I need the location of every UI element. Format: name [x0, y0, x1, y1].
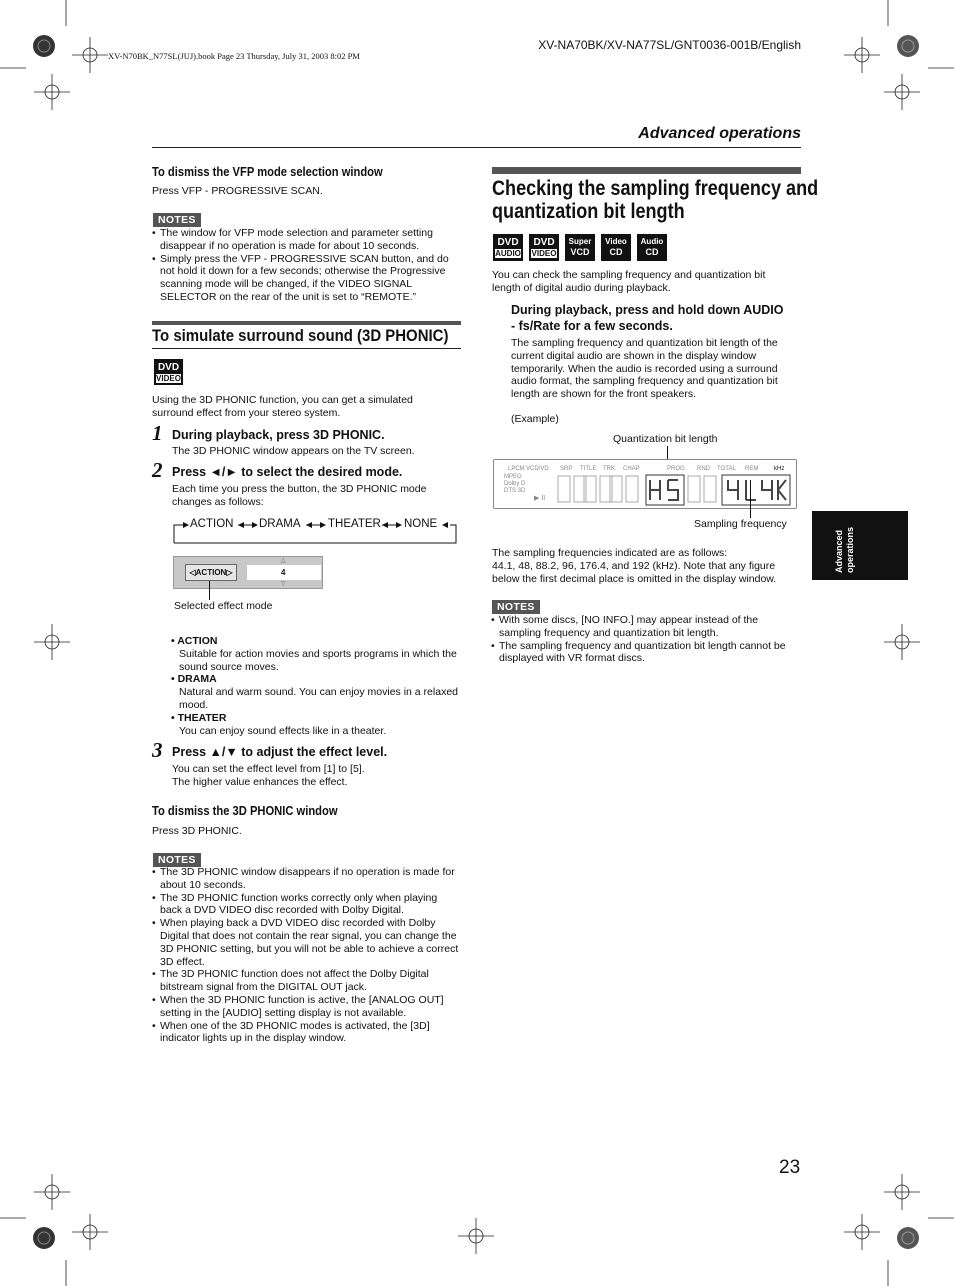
mode-desc-drama-text: Natural and warm sound. You can enjoy movies in a relaxed mood. [179, 686, 458, 711]
page-number: 23 [779, 1157, 801, 1178]
notes-badge: NOTES [153, 213, 201, 227]
display-top-label: CHAP [623, 466, 640, 472]
step-2-number: 2 [152, 458, 163, 482]
side-tab-line1: Advanced [834, 529, 844, 573]
display-top-label: REM [745, 466, 759, 472]
callout-freq-label: Sampling frequency [694, 518, 787, 530]
dvd-audio-icon-bottom: AUDIO [495, 249, 521, 258]
sampling-heading-line-1: Checking the sampling frequency and [492, 177, 819, 200]
osd-mode-box [185, 564, 237, 581]
step-2-title: Press ◄/► to select the desired mode. [172, 465, 403, 479]
mode-theater: THEATER [328, 518, 381, 530]
note-item: • The 3D PHONIC window disappears if no operation is made for about 10 seconds. [152, 866, 461, 892]
header-rule [152, 147, 801, 148]
section-rule [152, 321, 461, 325]
note-item: • When one of the 3D PHONIC modes is activated, the [3D] indicator lights up in the display window. [152, 1020, 461, 1046]
side-tab-line2: operations [845, 526, 855, 573]
step-3-desc-1: You can set the effect level from [1] to [5]. [172, 763, 365, 775]
note-item: • When the 3D PHONIC function is active, the [ANALOG OUT] setting in the [AUDIO] setting display is not available. [152, 994, 461, 1020]
step-1-desc: The 3D PHONIC window appears on the TV screen. [172, 445, 415, 457]
dvd-audio-icon-top: DVD [497, 237, 519, 248]
display-top-label: VCD/VD [526, 466, 549, 472]
disc-icons [493, 234, 667, 261]
dvd-video-icon [529, 234, 559, 261]
audio-cd-icon [637, 234, 667, 261]
step-1-number: 1 [152, 421, 163, 445]
front-panel-display [493, 459, 797, 509]
sampling-step-title: During playback, press and hold down AUDIO - fs/Rate for a few seconds. [511, 303, 784, 333]
display-segments [556, 474, 796, 506]
mode-desc-action-text: Suitable for action movies and sports programs in which the sound source moves. [179, 647, 457, 673]
note-item: • When playing back a DVD VIDEO disc recorded with Dolby Digital that does not contain the rear signal, you can change the 3D PHONIC setting, but you will not be able to achieve a correct 3D effect. [152, 917, 461, 968]
dvd-video-icon-top: DVD [157, 362, 180, 373]
right-section-rule [492, 167, 801, 174]
section-title: Advanced operations [638, 125, 801, 142]
display-top-label: LPCM [508, 466, 525, 472]
mode-desc-theater-name: THEATER [177, 711, 227, 724]
dvd-audio-icon [493, 234, 523, 261]
audio-cd-icon-top: Audio [640, 237, 664, 246]
mode-none: NONE [404, 518, 438, 530]
mode-desc-theater-title: • THEATER [171, 711, 227, 724]
video-cd-icon-bottom: CD [609, 247, 623, 257]
mode-descriptions [171, 635, 461, 737]
sampling-step-desc: The sampling frequency and quantization bit length of the current digital audio are shown in the display window temporarily. When the audio is recorded using a surround audio format, the sampling frequency and quantization bit length are shown for the front speakers. [511, 337, 778, 401]
step-3-title: Press ▲/▼ to adjust the effect level. [172, 745, 388, 759]
osd-down-arrow-icon: ▽ [281, 581, 286, 587]
display-label-dts: DTS 3D [504, 488, 526, 494]
notes-badge: NOTES [153, 853, 201, 867]
step-1-title: During playback, press 3D PHONIC. [172, 428, 385, 442]
dvd-video-icon-top: DVD [533, 237, 555, 248]
vfp-notes-badge-wrap [153, 210, 201, 228]
section-rule-thin [152, 348, 461, 349]
phonic-osd [173, 556, 323, 589]
super-vcd-icon-bottom: VCD [570, 247, 590, 257]
note-item: • The 3D PHONIC function does not affect the Dolby Digital bitstream signal from the DIGITAL OUT jack. [152, 968, 461, 994]
display-label-dolby: Dolby D [504, 481, 526, 487]
osd-level-box [247, 565, 321, 580]
display-left-labels [504, 474, 525, 495]
sampling-heading [492, 177, 818, 223]
step-3-number: 3 [152, 738, 163, 762]
osd-caption: Selected effect mode [174, 600, 273, 612]
right-notes-list [491, 614, 796, 665]
display-top-label: TITLE [580, 466, 597, 472]
note-item: • The sampling frequency and quantization bit length cannot be displayed with VR format discs. [491, 640, 796, 666]
example-label: (Example) [511, 413, 559, 425]
display-top-label: kHz [774, 466, 785, 472]
display-label-mpeg: MPEG [504, 474, 522, 480]
display-top-label: RND [697, 466, 710, 472]
note-item: • The window for VFP mode selection and parameter setting disappear if no operation is made for about 10 seconds. [152, 227, 458, 253]
mode-desc-action-name: ACTION [177, 635, 218, 647]
display-top-label: TRK [603, 466, 615, 472]
dvd-video-icon-bottom: VIDEO [531, 249, 557, 258]
phonic-notes-list [152, 866, 461, 1045]
right-notes-badge-wrap [492, 597, 540, 615]
dvd-video-icon [154, 359, 183, 385]
side-tab [812, 511, 908, 580]
super-vcd-icon-top: Super [568, 237, 592, 246]
step-3-desc-2: The higher value enhances the effect. [172, 776, 348, 788]
dismiss-text: Press 3D PHONIC. [152, 825, 242, 837]
mode-desc-theater-text: You can enjoy sound effects like in a theater. [179, 724, 387, 737]
model-number: XV-NA70BK/XV-NA77SL/GNT0036-001B/English [538, 38, 801, 52]
display-top-label: TOTAL [717, 466, 736, 472]
mode-drama: DRAMA [259, 518, 301, 530]
mode-desc-action-title: • ACTION [171, 635, 218, 647]
audio-cd-icon-bottom: CD [645, 247, 659, 257]
display-top-label: SRP [560, 466, 573, 472]
sampling-intro: You can check the sampling frequency and quantization bit length of digital audio during playback. [492, 269, 766, 294]
mode-desc-drama-name: DRAMA [177, 673, 217, 686]
osd-left-arrow-icon: ◁ [189, 568, 196, 577]
notes-badge: NOTES [492, 600, 540, 614]
display-play-symbol: ▶ II [534, 495, 546, 502]
step-2-desc: Each time you press the button, the 3D PHONIC mode changes as follows: [172, 483, 427, 508]
sampling-heading-line-2: quantization bit length [492, 200, 685, 223]
osd-mode: ACTION [195, 568, 227, 577]
video-cd-icon-top: Video [605, 237, 627, 246]
osd-level: 4 [281, 568, 286, 577]
video-cd-icon [601, 234, 631, 261]
note-item: • Simply press the VFP - PROGRESSIVE SCAN button, and do not hold it down for a few seconds; otherwise the Progressive scanning mode will be changed, if the VIDEO SIGNAL SELECTOR on the rear of the unit is set to “REMOTE.” [152, 253, 458, 304]
vfp-notes-list [152, 227, 458, 304]
vfp-heading: To dismiss the VFP mode selection window [152, 164, 383, 179]
book-info: XV-N70BK_N77SL(JUJ).book Page 23 Thursday, July 31, 2003 8:02 PM [108, 51, 360, 61]
surround-intro: Using the 3D PHONIC function, you can get a simulated surround effect from your stereo system. [152, 394, 413, 419]
note-item: • With some discs, [NO INFO.] may appear instead of the sampling frequency and quantization bit length. [491, 614, 796, 640]
freq-text-2: 44.1, 48, 88.2, 96, 176.4, and 192 (kHz). Note that any figure below the first decimal place is omitted in the display window. [492, 560, 777, 585]
callout-bits-label: Quantization bit length [613, 433, 718, 445]
callout-freq-line [750, 480, 751, 518]
freq-text-1: The sampling frequencies indicated are as follows: [492, 547, 728, 559]
dvd-video-icon-bottom: VIDEO [156, 374, 181, 383]
note-item: • The 3D PHONIC function works correctly only when playing back a DVD VIDEO disc recorded with Dolby Digital. [152, 892, 461, 918]
dismiss-heading: To dismiss the 3D PHONIC window [152, 803, 338, 818]
osd-up-arrow-icon: △ [281, 558, 286, 564]
surround-heading: To simulate surround sound (3D PHONIC) [152, 326, 449, 345]
osd-callout-line [209, 581, 210, 600]
display-top-label: PROG [667, 466, 685, 472]
mode-action: ACTION [190, 518, 234, 530]
super-vcd-icon [565, 234, 595, 261]
vfp-text: Press VFP - PROGRESSIVE SCAN. [152, 185, 323, 197]
osd-right-arrow-icon: ▷ [226, 568, 233, 577]
mode-desc-drama-title: • DRAMA [171, 673, 217, 686]
